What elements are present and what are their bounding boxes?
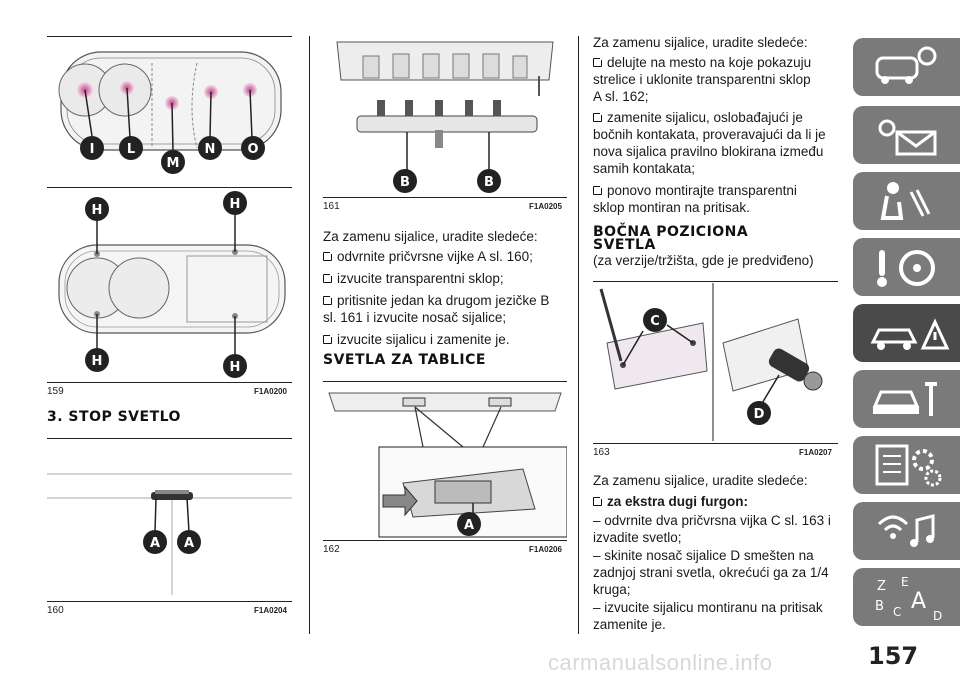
svg-text:H: H bbox=[229, 360, 241, 375]
col3-bold-item: za ekstra dugi furgon: bbox=[593, 493, 748, 510]
label-a-left bbox=[143, 530, 167, 554]
page-number: 157 bbox=[868, 642, 919, 670]
svg-text:B: B bbox=[484, 175, 494, 190]
figure-159-code: F1A0200 bbox=[254, 387, 287, 396]
sidebar-tab-multimedia[interactable] bbox=[853, 502, 960, 560]
col3-bullet-2-l4: samih kontakata; bbox=[593, 161, 696, 176]
technical-data-icon bbox=[853, 436, 960, 494]
warning-lights-icon bbox=[853, 106, 960, 164]
figure-163-code: F1A0207 bbox=[799, 448, 832, 457]
col3-bullet-2-l3: nova sijalica pravilno blokirana između bbox=[593, 144, 824, 159]
checkbox-bullet-icon bbox=[323, 252, 332, 261]
col2-bullet-1: odvrnite pričvrsne vijke A sl. 160; bbox=[323, 248, 533, 265]
figure-160-number: 160 bbox=[47, 605, 64, 616]
figure-163-caption-rule bbox=[593, 443, 838, 444]
col3-intro-text: Za zamenu sijalice, uradite sledeće: bbox=[593, 35, 808, 50]
col3-bullet-1-l3: A sl. 162; bbox=[593, 89, 649, 104]
column-divider-1 bbox=[309, 36, 310, 634]
license-plate-lights-heading: SVETLA ZA TABLICE bbox=[323, 352, 486, 368]
label-n bbox=[198, 136, 222, 160]
figure-162-caption-rule bbox=[323, 540, 567, 541]
svg-text:B: B bbox=[400, 175, 410, 190]
col3-bullet-3-l2: sklop montiran na pritisak. bbox=[593, 200, 750, 215]
checkbox-bullet-icon bbox=[323, 274, 332, 283]
label-h-bottom-right bbox=[223, 354, 247, 378]
figure-159-bottom-lamp bbox=[47, 190, 292, 380]
col3-intro-2: Za zamenu sijalice, uradite sledeće: bbox=[593, 473, 808, 488]
sidebar-tab-dashboard[interactable] bbox=[853, 38, 960, 96]
col2-bullet-4: izvucite sijalicu i zamenite je. bbox=[323, 331, 510, 348]
figure-top-rule bbox=[47, 36, 292, 37]
figure-162-plate-light bbox=[323, 383, 567, 538]
svg-text:D: D bbox=[753, 407, 765, 422]
figure-160-caption-rule bbox=[47, 601, 292, 602]
figure-159-number: 159 bbox=[47, 386, 64, 397]
label-a-plate bbox=[457, 512, 481, 536]
figure-162-number: 162 bbox=[323, 544, 340, 555]
figure-159-top-lamp bbox=[47, 38, 292, 188]
svg-text:M: M bbox=[166, 156, 180, 171]
checkbox-bullet-icon bbox=[593, 497, 602, 506]
figure-163-number: 163 bbox=[593, 447, 610, 458]
figure-163-side-light bbox=[593, 283, 838, 441]
side-marker-subtitle: (za verzije/tržišta, gde je predviđeno) bbox=[593, 253, 814, 268]
label-o bbox=[241, 136, 265, 160]
svg-text:A: A bbox=[183, 536, 195, 551]
figure-163-top-rule bbox=[593, 281, 838, 282]
col3-line-1: – odvrnite dva pričvrsna vijka C sl. 163 i bbox=[593, 513, 831, 528]
side-marker-lights-heading-l2: SVETLA bbox=[593, 237, 656, 253]
col3-bullet-2-l2: bočnih kontakata, proveravajući da li je bbox=[593, 127, 826, 142]
figure-161-caption-rule bbox=[323, 197, 567, 198]
seat-airbag-icon bbox=[853, 172, 960, 230]
svg-text:E: E bbox=[901, 575, 909, 589]
figure-161-code: F1A0205 bbox=[529, 202, 562, 211]
label-l bbox=[119, 136, 143, 160]
figure-162-top-rule bbox=[323, 381, 567, 382]
label-a-right bbox=[177, 530, 201, 554]
column-divider-2 bbox=[578, 36, 579, 634]
sidebar-tab-maintenance[interactable] bbox=[853, 370, 960, 428]
col3-bullet-3-l1: ponovo montirajte transparentni bbox=[593, 182, 797, 199]
label-i bbox=[80, 136, 104, 160]
figure-161-light-assembly bbox=[323, 36, 567, 196]
svg-text:O: O bbox=[247, 142, 259, 157]
car-emergency-icon bbox=[853, 304, 960, 362]
label-c bbox=[643, 308, 667, 332]
sidebar-tab-emergency[interactable] bbox=[853, 304, 960, 362]
svg-text:H: H bbox=[229, 197, 241, 212]
label-d bbox=[747, 401, 771, 425]
sidebar-tab-index[interactable] bbox=[853, 568, 960, 626]
checkbox-bullet-icon bbox=[323, 296, 332, 305]
col3-line-5: kruga; bbox=[593, 582, 631, 597]
checkbox-bullet-icon bbox=[323, 335, 332, 344]
figure-160-code: F1A0204 bbox=[254, 606, 287, 615]
svg-text:A: A bbox=[463, 518, 475, 533]
figure-160-third-stop-light bbox=[47, 440, 292, 600]
figure-160-top-rule bbox=[47, 438, 292, 439]
col3-line-6: – izvucite sijalicu montiranu na pritisak bbox=[593, 600, 823, 615]
svg-text:A: A bbox=[911, 589, 927, 614]
sidebar-tab-warning-lights[interactable] bbox=[853, 106, 960, 164]
checkbox-bullet-icon bbox=[593, 113, 602, 122]
col3-line-3: – skinite nosač sijalice D smešten na bbox=[593, 548, 814, 563]
alphabet-index-icon bbox=[853, 568, 960, 626]
checkbox-bullet-icon bbox=[593, 186, 602, 195]
svg-text:A: A bbox=[149, 536, 161, 551]
figure-162-code: F1A0206 bbox=[529, 545, 562, 554]
stop-light-heading: 3. STOP SVETLO bbox=[47, 409, 181, 425]
label-b-left bbox=[393, 169, 417, 193]
col3-line-4: zadnjoj strani svetla, okrećući ga za 1/4 bbox=[593, 565, 829, 580]
label-b-right bbox=[477, 169, 501, 193]
svg-text:B: B bbox=[875, 599, 884, 614]
svg-text:Z: Z bbox=[877, 579, 886, 594]
multimedia-icon bbox=[853, 502, 960, 560]
col2-bullet-3: pritisnite jedan ka drugom jezičke B bbox=[323, 292, 549, 309]
svg-text:I: I bbox=[89, 142, 95, 157]
svg-text:C: C bbox=[893, 605, 902, 619]
figure-159-caption-rule bbox=[47, 382, 292, 383]
watermark: carmanualsonline.info bbox=[548, 650, 773, 675]
svg-text:N: N bbox=[204, 142, 216, 157]
side-marker-lights-heading-l1: BOČNA POZICIONA bbox=[593, 224, 749, 240]
svg-text:H: H bbox=[91, 354, 103, 369]
col2-bullet-3-cont: sl. 161 i izvucite nosač sijalice; bbox=[323, 310, 507, 325]
steering-wheel-icon bbox=[853, 238, 960, 296]
label-h-top-right bbox=[223, 191, 247, 215]
svg-text:D: D bbox=[933, 609, 943, 623]
car-maintenance-icon bbox=[853, 370, 960, 428]
sidebar-tab-starting-driving[interactable] bbox=[853, 238, 960, 296]
label-h-top-left bbox=[85, 197, 109, 221]
figure-161-number: 161 bbox=[323, 201, 340, 212]
svg-text:H: H bbox=[91, 203, 103, 218]
col3-bullet-2-l1: zamenite sijalicu, oslobađajući je bbox=[593, 109, 803, 126]
col3-line-7: zamenite je. bbox=[593, 617, 666, 632]
col2-bullet-2: izvucite transparentni sklop; bbox=[323, 270, 504, 287]
svg-text:L: L bbox=[126, 142, 136, 157]
col2-intro-text: Za zamenu sijalice, uradite sledeće: bbox=[323, 229, 538, 244]
figure-mid-rule bbox=[47, 187, 292, 188]
col3-bullet-1-l2: strelice i uklonite transparentni sklop bbox=[593, 72, 811, 87]
svg-text:C: C bbox=[650, 314, 660, 329]
checkbox-bullet-icon bbox=[593, 58, 602, 67]
sidebar-tab-safety[interactable] bbox=[853, 172, 960, 230]
car-dashboard-icon bbox=[853, 38, 960, 96]
col3-line-2: izvadite svetlo; bbox=[593, 530, 682, 545]
label-m bbox=[161, 150, 185, 174]
sidebar-tab-technical-data[interactable] bbox=[853, 436, 960, 494]
label-h-bottom-left bbox=[85, 348, 109, 372]
col3-bullet-1-l1: delujte na mesto na koje pokazuju bbox=[593, 54, 811, 71]
